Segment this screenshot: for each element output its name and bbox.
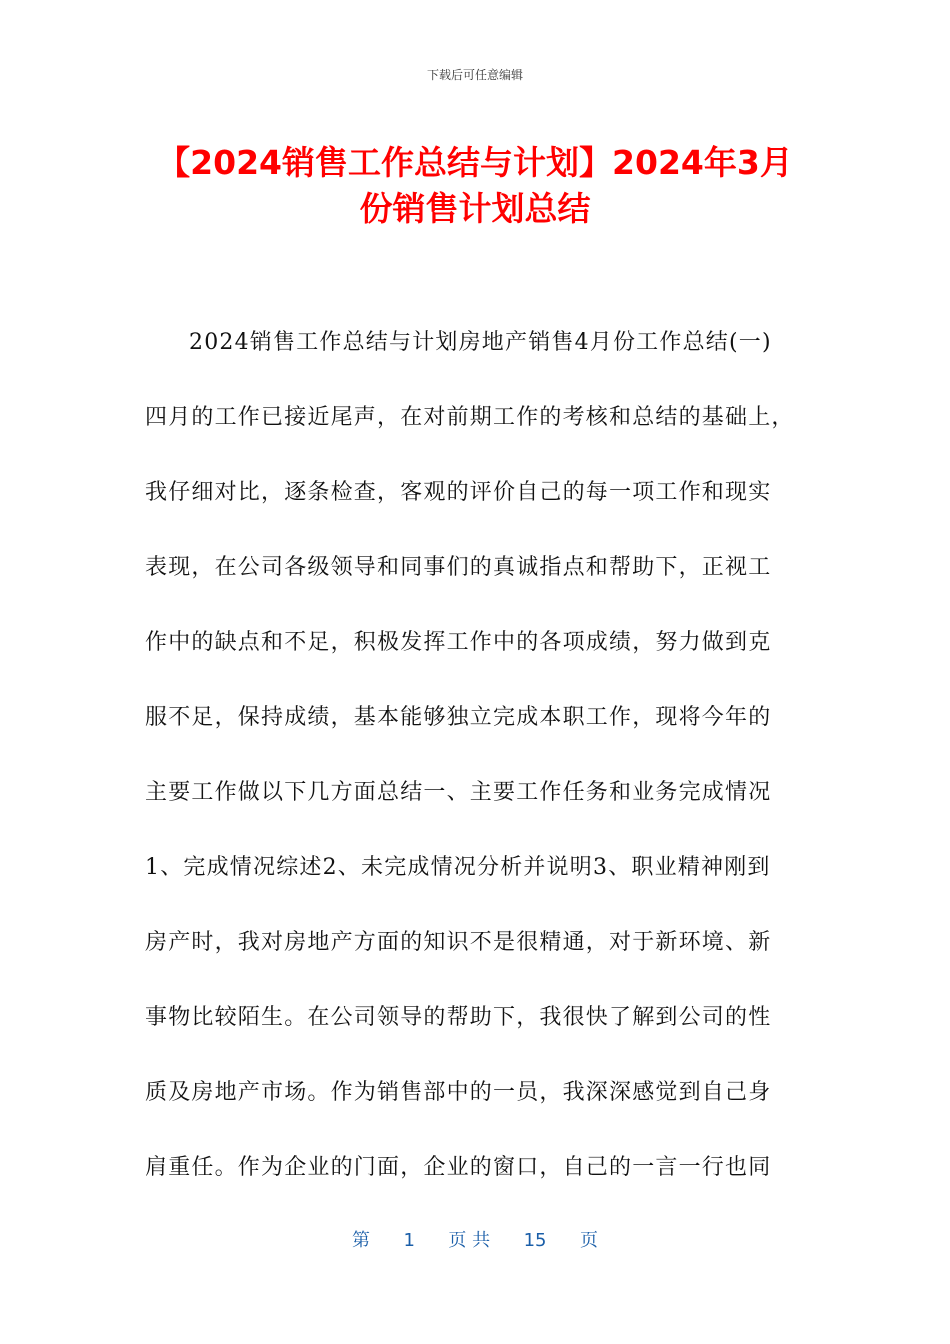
body-line: 房产时，我对房地产方面的知识不是很精通，对于新环境、新 (145, 930, 772, 955)
body-line: 事物比较陌生。在公司领导的帮助下，我很快了解到公司的性 (145, 1005, 772, 1030)
document-title (130, 140, 820, 232)
body-line: 主要工作做以下几方面总结一、主要工作任务和业务完成情况 (145, 780, 772, 805)
title-line-1: 【2024销售工作总结与计划】2024年3月 (157, 143, 793, 182)
page-number: 1 (403, 1230, 415, 1251)
body-line: 四月的工作已接近尾声，在对前期工作的考核和总结的基础上， (145, 405, 795, 430)
page-prefix: 第 (352, 1230, 371, 1251)
page-footer (0, 1226, 950, 1252)
body-line: 1、完成情况综述2、未完成情况分析并说明3、职业精神刚到 (145, 855, 771, 880)
body-line: 表现，在公司各级领导和同事们的真诚指点和帮助下，正视工 (145, 555, 772, 580)
body-line: 作中的缺点和不足，积极发挥工作中的各项成绩，努力做到克 (145, 630, 772, 655)
header-note: 下载后可任意编辑 (426, 68, 523, 82)
document-body (145, 320, 805, 1220)
body-line: 质及房地产市场。作为销售部中的一员，我深深感觉到自己身 (145, 1080, 772, 1105)
total-pages: 15 (523, 1230, 547, 1251)
body-line: 肩重任。作为企业的门面，企业的窗口，自己的一言一行也同 (145, 1155, 772, 1180)
body-line: 我仔细对比，逐条检查，客观的评价自己的每一项工作和现实 (145, 480, 772, 505)
page-middle: 页 共 (448, 1230, 491, 1251)
body-line: 2024销售工作总结与计划房地产销售4月份工作总结(一) (189, 330, 772, 355)
body-line: 服不足，保持成绩，基本能够独立完成本职工作，现将今年的 (145, 705, 772, 730)
page-suffix: 页 (579, 1230, 598, 1251)
title-line-2: 份销售计划总结 (359, 189, 591, 228)
